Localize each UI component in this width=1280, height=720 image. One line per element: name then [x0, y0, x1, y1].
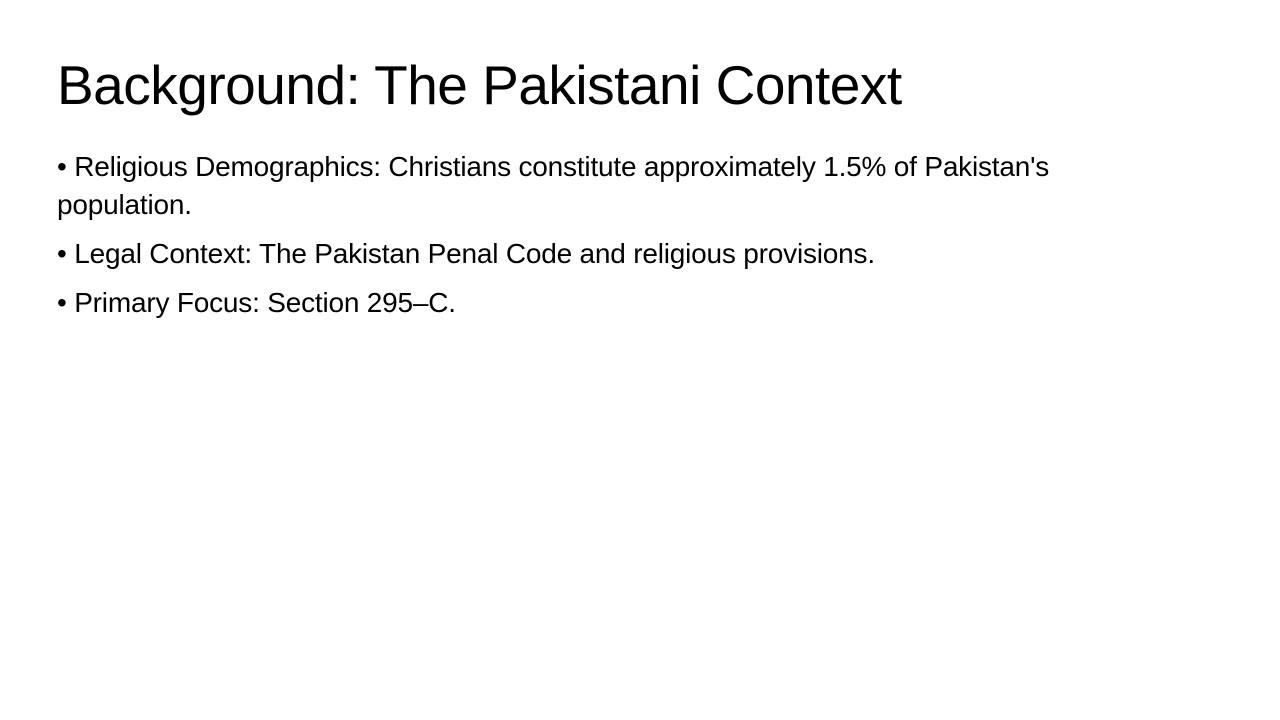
bullet-item-legal-context — [57, 235, 1067, 273]
slide-title: Background: The Pakistani Context — [57, 54, 902, 116]
bullet-text: Legal Context: The Pakistan Penal Code and religious provisions. — [74, 238, 875, 269]
bullet-marker: • — [57, 151, 67, 182]
bullet-marker: • — [57, 238, 67, 269]
bullet-item-religious-demographics — [57, 148, 1067, 224]
bullet-text: Religious Demographics: Christians constitute approximately 1.5% of Pakistan's population. — [57, 151, 1050, 220]
bullet-item-primary-focus — [57, 284, 1067, 322]
bullet-list — [57, 148, 1067, 322]
bullet-marker: • — [57, 287, 67, 318]
bullet-text: Primary Focus: Section 295–C. — [74, 287, 456, 318]
